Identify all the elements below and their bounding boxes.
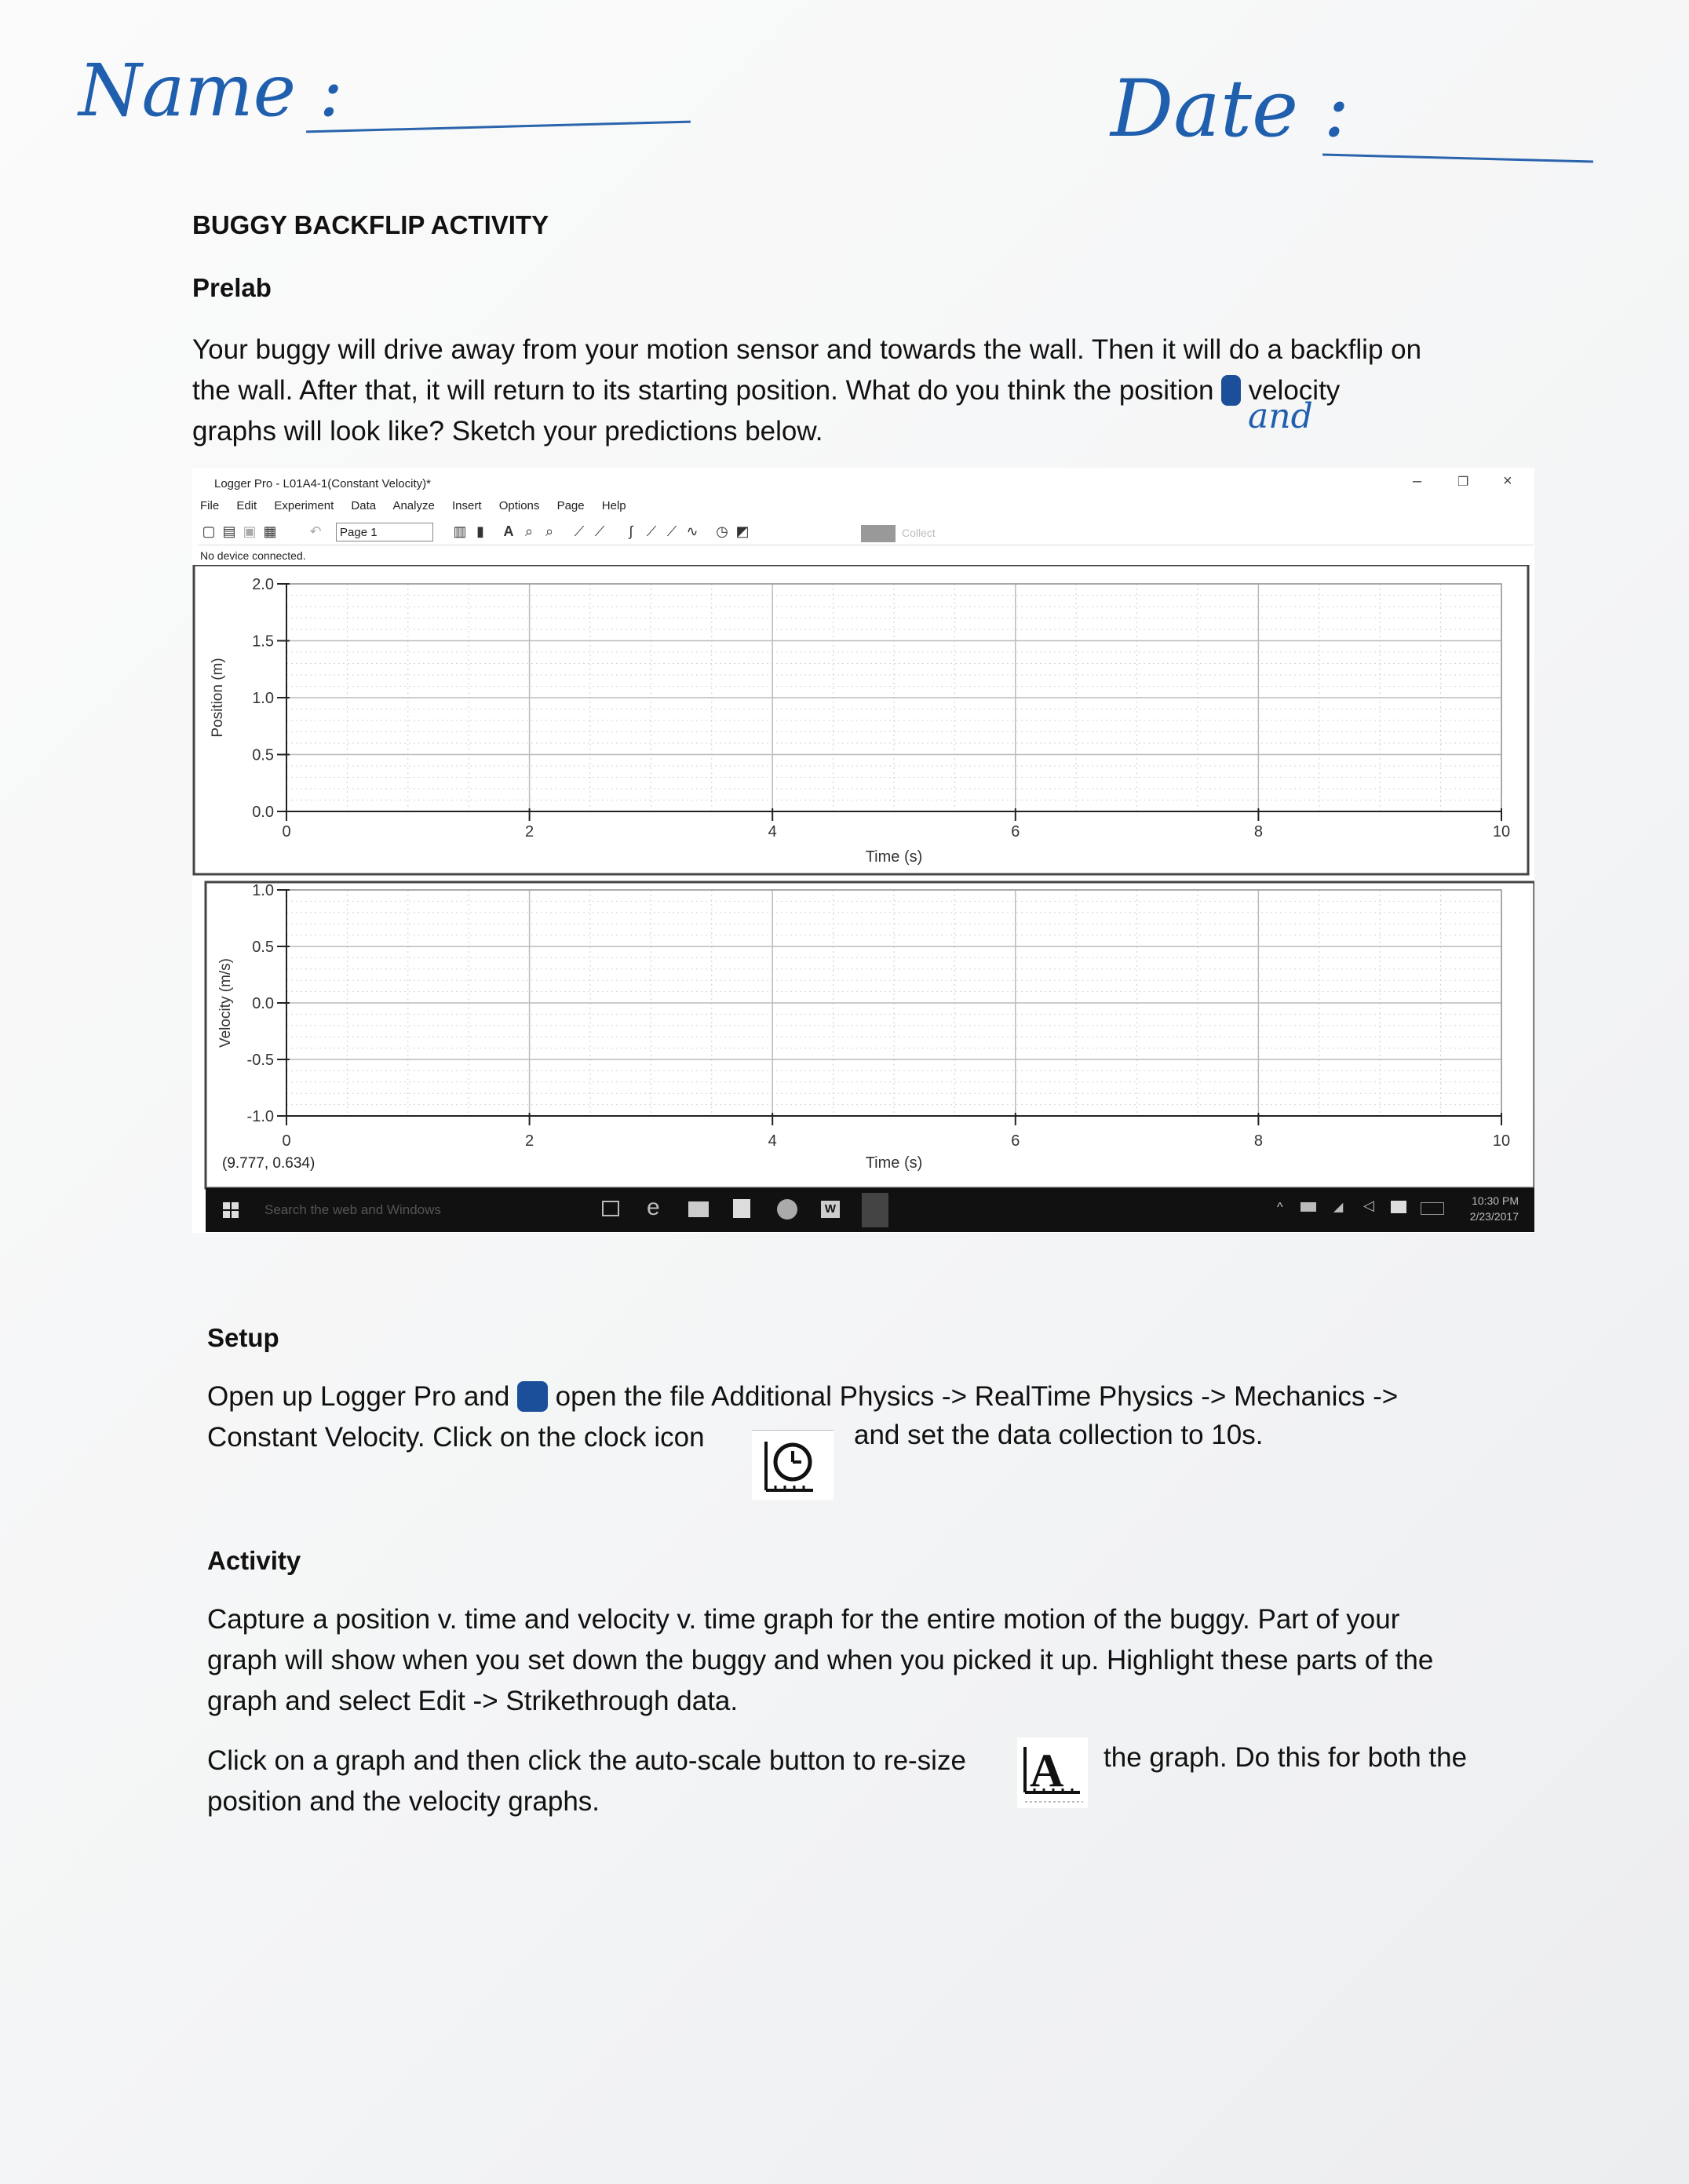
position-y-tick-label: 1.0 [252,690,274,707]
position-y-tick-label: 1.5 [252,633,274,651]
autoscale-icon: A [503,523,514,539]
zoom-out-icon: ⌕ [545,523,554,539]
examine-icon: ⟋ [574,523,585,539]
new-file-icon: ▢ [202,523,216,539]
restore-icon: ❐ [1457,476,1469,489]
notification-icon [1391,1201,1406,1213]
menu-data: Data [351,499,377,512]
network-icon [1300,1202,1316,1212]
velocity-x-tick-label: 0 [282,1132,291,1150]
menu-page: Page [556,499,585,512]
logger-pro-taskbar-icon [862,1193,888,1227]
collect-icon [861,525,896,542]
menu-bar [200,499,640,512]
word-icon: W [821,1201,840,1218]
velocity-x-tick-label: 4 [768,1132,777,1150]
velocity-graph-frame [206,882,1534,1188]
menu-insert: Insert [452,499,482,512]
velocity-x-tick-label: 8 [1253,1132,1263,1150]
menu-experiment: Experiment [274,499,334,512]
setup-line-2a: Constant Velocity. Click on the clock icon [207,1422,705,1453]
menu-file: File [200,499,220,512]
edge-icon: e [647,1194,660,1220]
autoscale-icon [1017,1737,1088,1808]
page-select: Page 1 [336,523,433,541]
handwritten-date-label: Date : [1111,63,1350,155]
menu-help: Help [601,499,626,512]
store-icon [733,1199,750,1218]
minimize-icon: – [1413,472,1422,490]
taskbar-clock [1470,1193,1519,1224]
calc-icon: ▮ [476,523,484,539]
clock-icon [752,1431,834,1500]
menu-analyze: Analyze [392,499,435,512]
autoscale-line-1b: the graph. Do this for both the [1104,1742,1468,1773]
collect-button [861,523,939,542]
device-status: No device connected. [200,549,306,562]
open-file-icon: ▤ [222,523,236,539]
windows-taskbar [206,1188,1534,1232]
tray-up-icon: ^ [1277,1201,1283,1214]
close-icon: × [1503,472,1512,490]
activity-text [207,1599,1589,1722]
collect-label: Collect [902,527,936,539]
folder-icon [688,1201,709,1217]
position-y-tick-label: 2.0 [252,576,274,593]
prelab-line-text: the wall. After that, it will return to its starting position. What do you think the position [192,375,1214,406]
worksheet-title: BUGGY BACKFLIP ACTIVITY [192,210,549,239]
graph-panels [192,565,1534,1191]
activity-line: graph and select Edit -> Strikethrough data. [207,1686,739,1716]
velocity-y-tick-label: -1.0 [246,1108,274,1125]
windows-start-icon [223,1202,239,1218]
save-icon: ▣ [243,523,257,539]
prelab-line: Your buggy will drive away from your motion sensor and towards the wall. Then it will do a backflip on [192,334,1422,365]
wifi-icon: ◢ [1333,1201,1344,1214]
table-icon: ▥ [453,523,467,539]
clock-date: 2/23/2017 [1469,1210,1519,1223]
position-x-tick-label: 10 [1492,823,1511,840]
handwritten-and: and [1248,396,1313,436]
prelab-text [192,330,1574,452]
clock-icon-image [752,1430,834,1500]
undo-icon: ↶ [309,523,322,539]
menu-options: Options [498,499,540,512]
setup-text: open the file Additional Physics -> RealTime Physics -> Mechanics -> [547,1381,1399,1412]
tangent-icon: ⟋ [594,523,605,539]
volume-icon: ◁ [1363,1198,1374,1213]
replay-icon: ◩ [735,523,750,539]
setup-heading: Setup [207,1323,279,1352]
graph-svg [192,565,1534,1191]
handwritten-name-label: Name : [78,49,344,133]
velocity-x-tick-label: 2 [525,1132,534,1150]
linear-fit-icon: ⟋ [666,523,677,539]
velocity-y-tick-label: 0.0 [252,995,274,1012]
window-title: Logger Pro - L01A4-1(Constant Velocity)* [214,477,431,490]
menu-edit: Edit [236,499,257,512]
clock-icon: ◷ [716,523,728,539]
clock-time: 10:30 PM [1472,1194,1519,1207]
struck-text: v. [1221,375,1241,406]
name-blank-line [306,121,691,133]
velocity-x-tick-label: 10 [1492,1132,1511,1150]
stats-icon: ⟋ [646,523,657,539]
position-graph-frame [194,565,1528,874]
velocity-x-axis-label: Time (s) [865,1154,923,1172]
print-icon: ▦ [263,523,277,539]
date-blank-line [1322,153,1593,162]
curve-fit-icon: ∿ [686,523,699,539]
zoom-in-icon: ⌕ [524,523,534,539]
velocity-x-tick-label: 6 [1011,1132,1020,1150]
svg-text:A: A [1030,1745,1064,1796]
position-x-tick-label: 8 [1253,823,1263,840]
struck-text: do [517,1381,548,1412]
position-x-tick-label: 6 [1011,823,1020,840]
position-y-tick-label: 0.0 [252,804,274,821]
keyboard-icon [1421,1202,1444,1215]
position-x-axis-label: Time (s) [865,848,923,866]
velocity-y-tick-label: 0.5 [252,939,274,956]
position-x-tick-label: 2 [525,823,534,840]
position-x-tick-label: 4 [768,823,777,840]
velocity-y-axis-label: Velocity (m/s) [217,957,234,1048]
position-y-axis-label: Position (m) [210,658,226,738]
activity-heading: Activity [207,1546,301,1575]
cursor-coordinates: (9.777, 0.634) [222,1155,316,1172]
logger-pro-screenshot [192,468,1534,1233]
autoscale-line-1a: Click on a graph and then click the auto-scale button to re-size [207,1745,966,1776]
setup-line-1 [207,1376,1573,1417]
prelab-line-text: velocity [1240,375,1341,406]
position-x-tick-label: 0 [282,823,291,840]
position-y-tick-label: 0.5 [252,746,274,764]
taskbar-search: Search the web and Windows [264,1202,441,1217]
velocity-y-tick-label: 1.0 [252,882,274,899]
prelab-line [192,370,1574,411]
integral-icon: ∫ [629,523,633,539]
prelab-heading: Prelab [192,273,272,302]
prelab-line: graphs will look like? Sketch your predictions below. [192,416,823,447]
activity-line: Capture a position v. time and velocity v. time graph for the entire motion of the buggy. Part of your [207,1604,1400,1635]
velocity-y-tick-label: -0.5 [246,1052,274,1069]
taskview-icon [602,1201,619,1216]
setup-line-2b: and set the data collection to 10s. [854,1420,1264,1450]
chrome-icon [777,1199,797,1220]
autoscale-icon-image [1017,1737,1088,1808]
autoscale-line-2: position and the velocity graphs. [207,1786,600,1817]
activity-line: graph will show when you set down the buggy and when you picked it up. Highlight these parts of the [207,1645,1434,1675]
setup-text: Open up Logger Pro and [207,1381,518,1412]
